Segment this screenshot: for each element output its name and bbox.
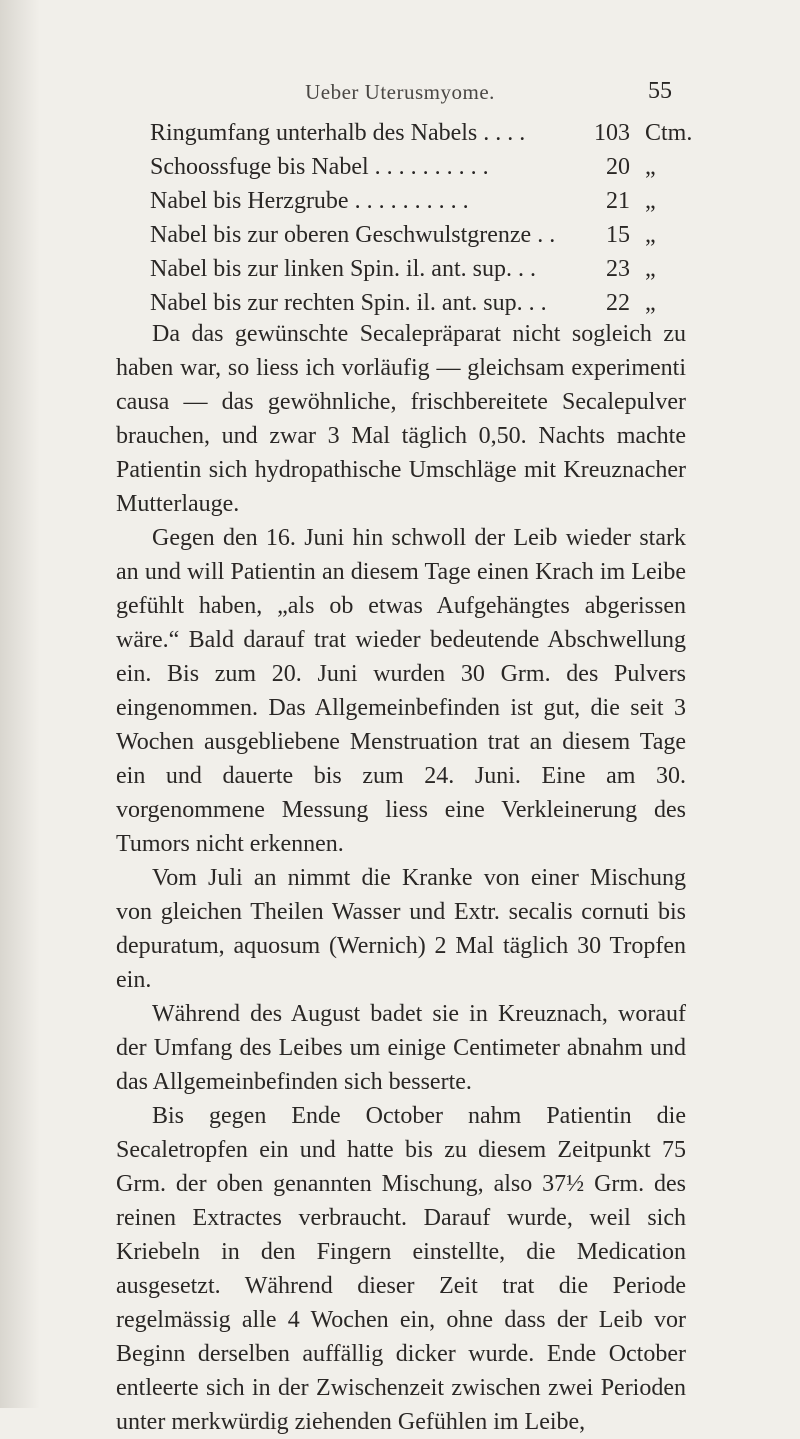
paragraph: Gegen den 16. Juni hin schwoll der Leib wieder stark an und will Patientin an diesem Tage einen Krach im Leibe gefühlt haben, „als ob etwas Aufgehängtes abgerissen wäre.“ Bald darauf trat wieder bedeutende Abschwellung ein. Bis zum 20. Juni wurden 30 Grm. des Pulvers eingenommen. Das Allgemeinbefinden ist gut, die seit 3 Wochen ausgebliebene Menstruation trat an diesem Tage ein und dauerte bis zum 24. Juni. Eine am 30. vorgenommene Messung liess eine Verkleinerung des Tumors nicht erkennen. <box>116 525 686 857</box>
paragraph: Vom Juli an nimmt die Kranke von einer Mischung von gleichen Theilen Wasser und Extr. secalis cornuti bis depuratum, aquosum (Wernich) 2 Mal täglich 30 Tropfen ein. <box>116 865 686 993</box>
measurement-table <box>150 116 693 320</box>
paragraph: Bis gegen Ende October nahm Patientin die Secaletropfen ein und hatte bis zu diesem Zeitpunkt 75 Grm. der oben genannten Mischung, also 37½ Grm. des reinen Extractes verbraucht. Darauf wurde, weil sich Kriebeln in den Fingern einstellte, die Medication ausgesetzt. Während dieser Zeit trat die Periode regelmässig alle 4 Wochen ein, ohne dass der Leib vor Beginn derselben auffällig dicker wurde. Ende October entleerte sich in der Zwischenzeit zwischen zwei Perioden unter merkwürdig ziehenden Gefühlen im Leibe, <box>116 1103 686 1435</box>
measurement-label: Nabel bis zur rechten Spin. il. ant. sup. . . <box>150 290 547 316</box>
paragraph: Da das gewünschte Secalepräparat nicht sogleich zu haben war, so liess ich vorläufig — gleichsam experimenti causa — das gewöhnliche, frischbereitete Secalepulver brauchen, und zwar 3 Mal täglich 0,50. Nachts machte Patientin sich hydropathische Umschläge mit Kreuznacher Mutterlauge. <box>116 321 686 517</box>
measurement-row <box>150 116 693 150</box>
measurement-label: Schoossfuge bis Nabel . . . . . . . . . . <box>150 154 489 180</box>
measurement-row <box>150 252 690 286</box>
measurement-label: Nabel bis zur oberen Geschwulstgrenze . . <box>150 222 556 248</box>
measurement-label: Ringumfang unterhalb des Nabels . . . . <box>150 120 526 146</box>
measurement-value: 23 <box>606 256 630 282</box>
measurement-unit: „ <box>645 256 656 282</box>
measurement-row <box>150 286 690 320</box>
measurement-unit: Ctm. <box>645 120 693 146</box>
measurement-row <box>150 184 690 218</box>
page-number: 55 <box>648 78 672 104</box>
measurement-unit: „ <box>645 188 656 214</box>
measurement-unit: „ <box>645 222 656 248</box>
measurement-unit: „ <box>645 290 656 316</box>
page-edge-shadow <box>0 0 40 1408</box>
measurement-label: Nabel bis Herzgrube . . . . . . . . . . <box>150 188 469 214</box>
measurement-value: 103 <box>594 120 630 146</box>
measurement-value: 20 <box>606 154 630 180</box>
running-title: Ueber Uterusmyome. <box>305 80 495 104</box>
measurement-row <box>150 150 690 184</box>
measurement-value: 22 <box>606 290 630 316</box>
page-header <box>0 80 800 110</box>
measurement-label: Nabel bis zur linken Spin. il. ant. sup. . . <box>150 256 536 282</box>
body-text <box>116 320 686 1439</box>
paragraph: Während des August badet sie in Kreuznach, worauf der Umfang des Leibes um einige Centimeter abnahm und das Allgemeinbefinden sich besserte. <box>116 1001 686 1095</box>
measurement-value: 21 <box>606 188 630 214</box>
measurement-row <box>150 218 690 252</box>
measurement-unit: „ <box>645 154 656 180</box>
measurement-value: 15 <box>606 222 630 248</box>
